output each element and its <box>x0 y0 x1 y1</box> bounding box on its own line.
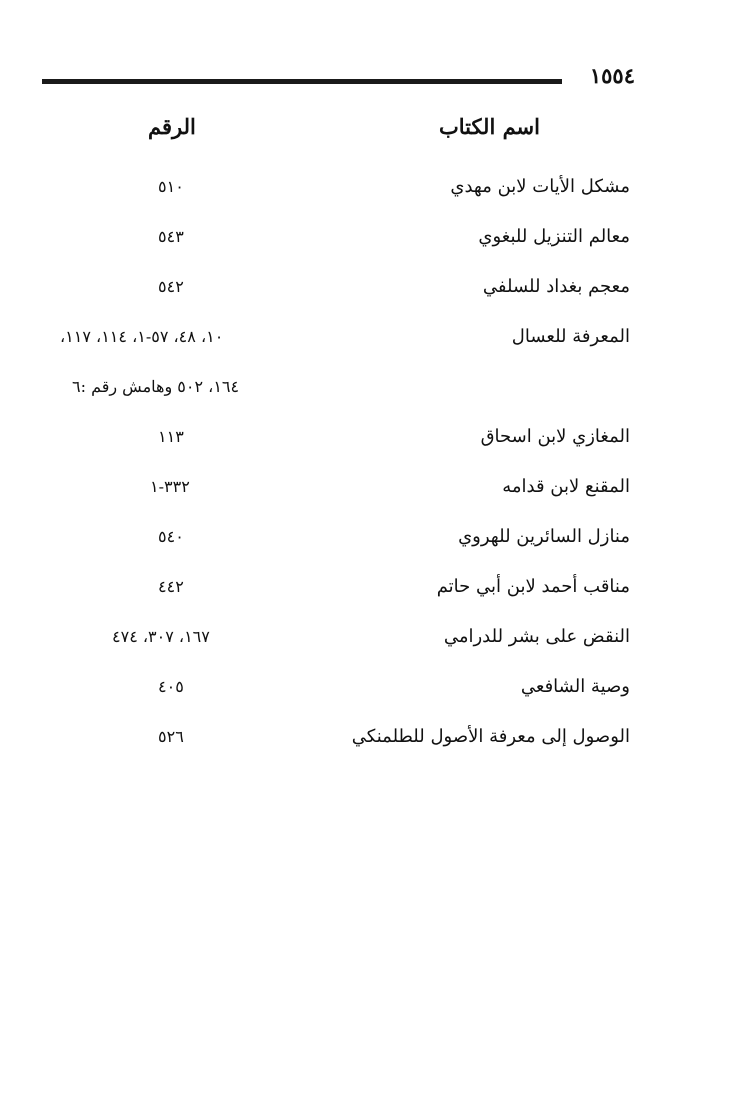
book-title: وصية الشافعي <box>520 676 630 697</box>
book-title: معجم بغداد للسلفي <box>482 276 630 297</box>
list-item <box>0 462 747 512</box>
reference-number: ١٠، ٤٨، ٥٧-١، ١١٤، ١١٧، <box>60 327 224 346</box>
column-header-title: اسم الكتاب <box>438 114 540 139</box>
book-title: مناقب أحمد لابن أبي حاتم <box>436 576 630 597</box>
book-title: مشكل الأيات لابن مهدي <box>450 176 630 197</box>
list-item <box>0 562 747 612</box>
header-rule <box>42 79 562 84</box>
book-title: المعرفة للعسال <box>511 326 630 347</box>
reference-number: ٤٠٥ <box>158 677 184 696</box>
list-item <box>0 412 747 462</box>
reference-number: ٥٤٢ <box>158 277 184 296</box>
book-title: معالم التنزيل للبغوي <box>478 226 630 247</box>
column-header-number: الرقم <box>148 114 196 139</box>
book-title: النقض على بشر للدرامي <box>443 626 630 647</box>
list-item <box>0 512 747 562</box>
reference-number: ٥١٠ <box>158 177 184 196</box>
reference-number: ٤٤٢ <box>158 577 184 596</box>
book-title: المقنع لابن قدامه <box>502 476 630 497</box>
book-index-list <box>0 162 747 762</box>
reference-number: ٥٤٠ <box>158 527 184 546</box>
list-item <box>0 162 747 212</box>
reference-number: ١٦٧، ٣٠٧، ٤٧٤ <box>112 627 210 646</box>
reference-number: ١١٣ <box>158 427 184 446</box>
reference-number: ٥٢٦ <box>158 727 184 746</box>
list-item <box>0 312 747 362</box>
page-number: ١٥٥٤ <box>589 63 635 88</box>
list-item <box>0 612 747 662</box>
list-item <box>0 212 747 262</box>
reference-number: ٣٣٢-١ <box>150 477 190 496</box>
book-title: الوصول إلى معرفة الأصول للطلمنكي <box>351 726 630 747</box>
list-item <box>0 712 747 762</box>
reference-number: ١٦٤، ٥٠٢ وهامش رقم :٦ <box>72 377 240 396</box>
list-item <box>0 662 747 712</box>
list-item-continuation <box>0 362 747 412</box>
book-title: المغازي لابن اسحاق <box>480 426 630 447</box>
book-title: منازل السائرين للهروي <box>458 526 630 547</box>
reference-number: ٥٤٣ <box>158 227 184 246</box>
list-item <box>0 262 747 312</box>
